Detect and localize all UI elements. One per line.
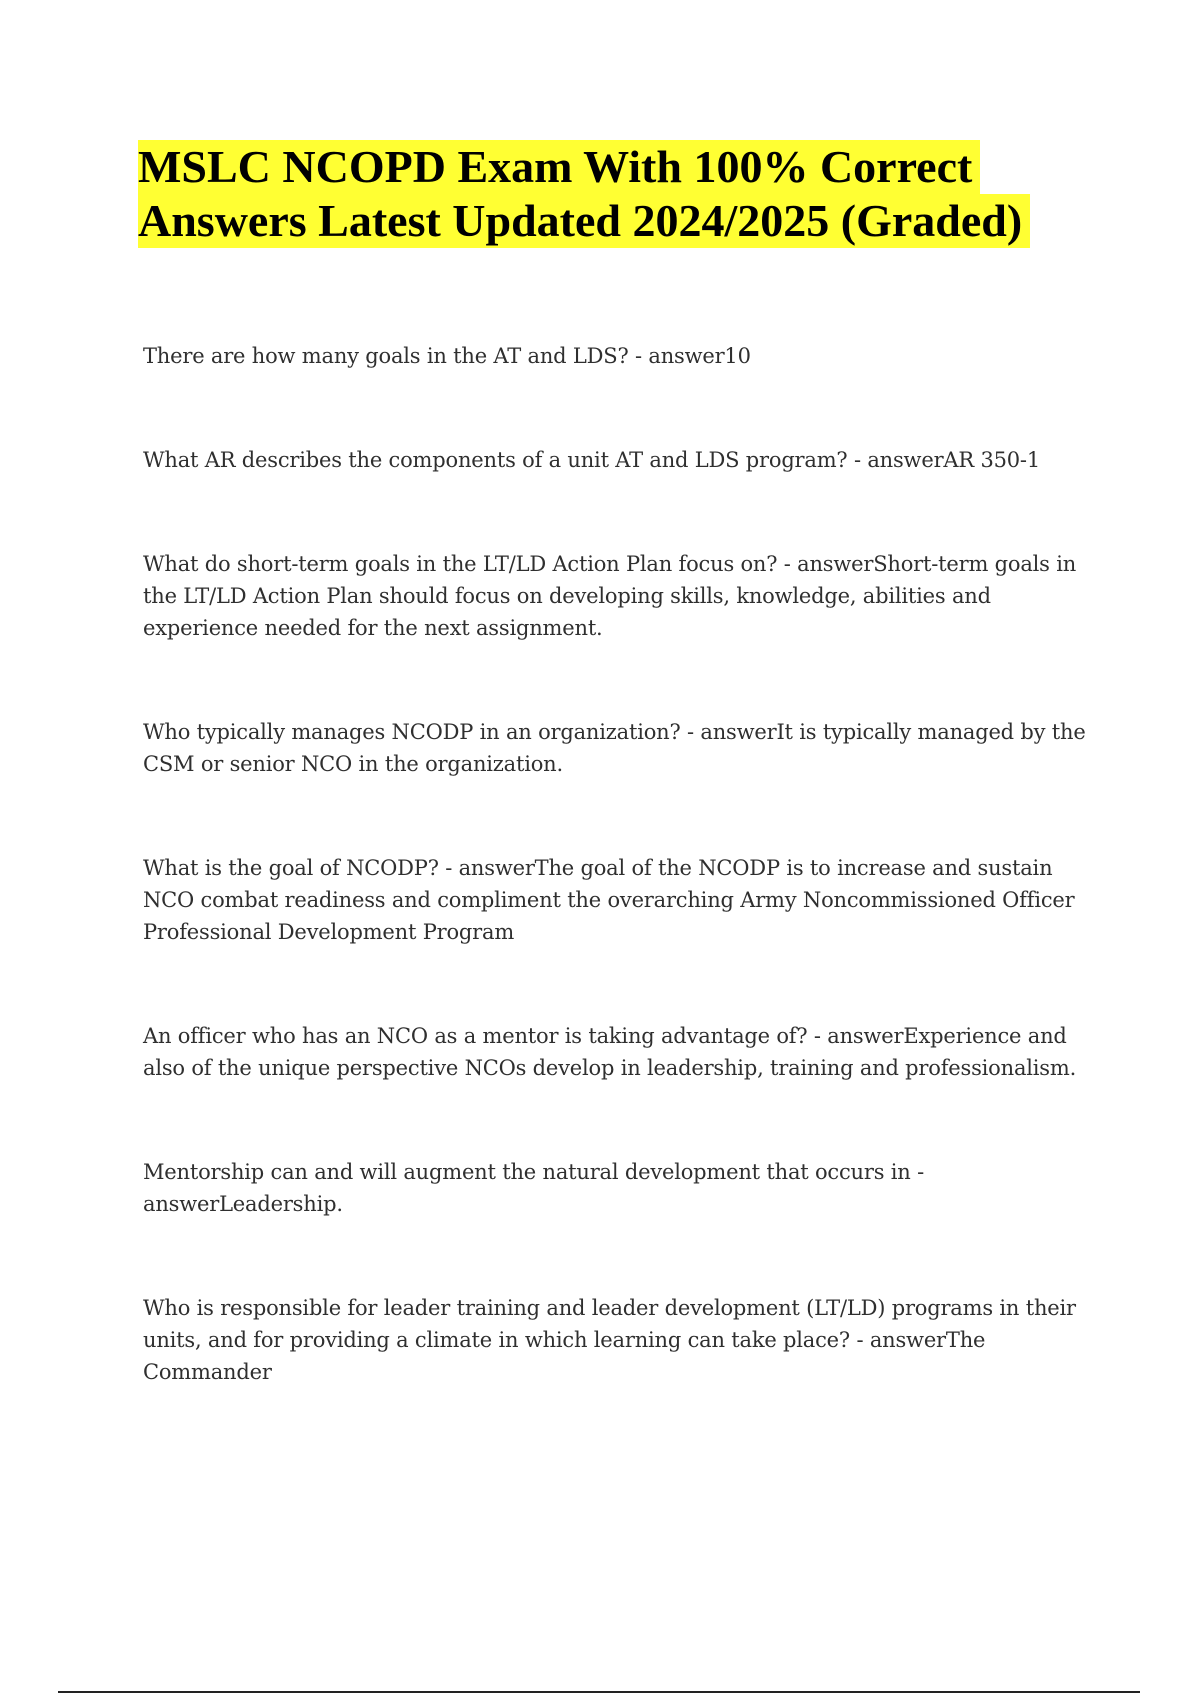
qa-item-6: An officer who has an NCO as a mentor is taking advantage of? - answerExperience and also of the unique perspective NCOs develop in leadership, training and professionalism.: [143, 1024, 1077, 1080]
qa-item-5: What is the goal of NCODP? - answerThe goal of the NCODP is to increase and sustain NCO combat readiness and compliment the overarching Army Noncommissioned Officer Professional Development Program: [143, 856, 1075, 944]
title-line-2: Answers Latest Updated 2024/2025 (Graded): [138, 194, 1030, 248]
qa-item-3: What do short-term goals in the LT/LD Action Plan focus on? - answerShort-term goals in the LT/LD Action Plan should focus on developing skills, knowledge, abilities and experience needed for the next assignment.: [143, 552, 1077, 640]
title-block: [138, 140, 1078, 248]
qa-item-4: Who typically manages NCODP in an organization? - answerIt is typically managed by the CSM or senior NCO in the organization.: [143, 720, 1086, 776]
qa-item-2: What AR describes the components of a unit AT and LDS program? - answerAR 350-1: [143, 448, 1040, 472]
qa-item-1: There are how many goals in the AT and LDS? - answer10: [143, 344, 751, 368]
footer-divider: [58, 1691, 1140, 1693]
question-answer-list: [143, 340, 1093, 1388]
title-line-1: MSLC NCOPD Exam With 100% Correct: [138, 140, 980, 194]
qa-item-7: Mentorship can and will augment the natural development that occurs in - answerLeadership.: [143, 1160, 924, 1216]
page-title: [138, 140, 1078, 248]
qa-item-8: Who is responsible for leader training and leader development (LT/LD) programs in their units, and for providing a climate in which learning can take place? - answerThe Commander: [143, 1296, 1076, 1384]
